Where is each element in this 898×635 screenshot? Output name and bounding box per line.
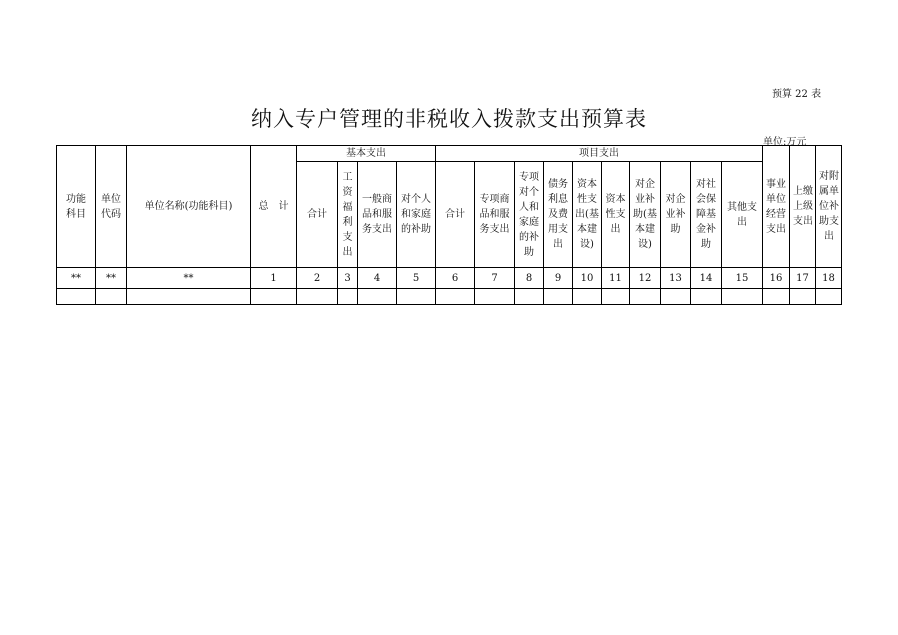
- table-cell: 10: [573, 268, 602, 289]
- empty-cell: [436, 289, 475, 305]
- table-cell: 2: [297, 268, 338, 289]
- table-cell: **: [127, 268, 251, 289]
- table-cell: 13: [661, 268, 691, 289]
- header-proj-capital-build: 资本性支出(基本建设): [573, 162, 602, 268]
- header-biz-ops: 事业单位经营支出: [763, 146, 790, 268]
- table-cell: 5: [397, 268, 436, 289]
- table-cell: 6: [436, 268, 475, 289]
- table-cell: 8: [515, 268, 544, 289]
- table-cell: 16: [763, 268, 790, 289]
- table-cell: 7: [475, 268, 515, 289]
- empty-cell: [397, 289, 436, 305]
- empty-cell: [544, 289, 573, 305]
- empty-cell: [763, 289, 790, 305]
- empty-cell: [661, 289, 691, 305]
- header-proj-debt: 债务利息及费用支出: [544, 162, 573, 268]
- empty-cell: [722, 289, 763, 305]
- empty-cell: [338, 289, 358, 305]
- table-cell: **: [57, 268, 96, 289]
- header-proj-goods: 专项商品和服务支出: [475, 162, 515, 268]
- header-proj-enterprise-build: 对企业补助(基本建设): [630, 162, 661, 268]
- empty-cell: [573, 289, 602, 305]
- empty-cell: [691, 289, 722, 305]
- empty-cell: [630, 289, 661, 305]
- header-func-subject: 功能科目: [57, 146, 96, 268]
- page-title: 纳入专户管理的非税收入拨款支出预算表: [251, 107, 647, 131]
- header-unit-code: 单位代码: [96, 146, 127, 268]
- table-cell: 9: [544, 268, 573, 289]
- header-proj-personal: 专项对个人和家庭的补助: [515, 162, 544, 268]
- table-cell: 12: [630, 268, 661, 289]
- header-basic-personal: 对个人和家庭的补助: [397, 162, 436, 268]
- header-basic-total: 合计: [297, 162, 338, 268]
- table-row: [57, 268, 842, 289]
- empty-cell: [297, 289, 338, 305]
- budget-table: [56, 145, 842, 305]
- header-proj-enterprise: 对企业补助: [661, 162, 691, 268]
- header-proj-capital: 资本性支出: [602, 162, 630, 268]
- form-code: 预算 22 表: [772, 89, 822, 100]
- empty-cell: [602, 289, 630, 305]
- header-upper-pay: 上缴上级支出: [790, 146, 816, 268]
- empty-cell: [57, 289, 96, 305]
- header-total: 总 计: [251, 146, 297, 268]
- header-proj-other: 其他支出: [722, 162, 763, 268]
- header-basic-salary: 工资福利支出: [338, 162, 358, 268]
- empty-cell: [790, 289, 816, 305]
- table-cell: 11: [602, 268, 630, 289]
- table-cell: 18: [816, 268, 842, 289]
- header-sub-unit: 对附属单位补助支出: [816, 146, 842, 268]
- header-unit-name: 单位名称(功能科目): [127, 146, 251, 268]
- header-basic-group: 基本支出: [297, 146, 436, 162]
- table-cell: 1: [251, 268, 297, 289]
- table-cell: 3: [338, 268, 358, 289]
- unit-label: 单位:万元: [763, 137, 807, 148]
- table-cell: **: [96, 268, 127, 289]
- empty-cell: [96, 289, 127, 305]
- empty-cell: [816, 289, 842, 305]
- header-project-group: 项目支出: [436, 146, 763, 162]
- empty-cell: [127, 289, 251, 305]
- header-basic-goods: 一般商品和服务支出: [358, 162, 397, 268]
- empty-cell: [251, 289, 297, 305]
- empty-cell: [515, 289, 544, 305]
- table-cell: 15: [722, 268, 763, 289]
- table-row-empty: [57, 289, 842, 305]
- table-cell: 17: [790, 268, 816, 289]
- table-cell: 14: [691, 268, 722, 289]
- empty-cell: [358, 289, 397, 305]
- table-cell: 4: [358, 268, 397, 289]
- empty-cell: [475, 289, 515, 305]
- header-proj-total: 合计: [436, 162, 475, 268]
- header-proj-social: 对社会保障基金补助: [691, 162, 722, 268]
